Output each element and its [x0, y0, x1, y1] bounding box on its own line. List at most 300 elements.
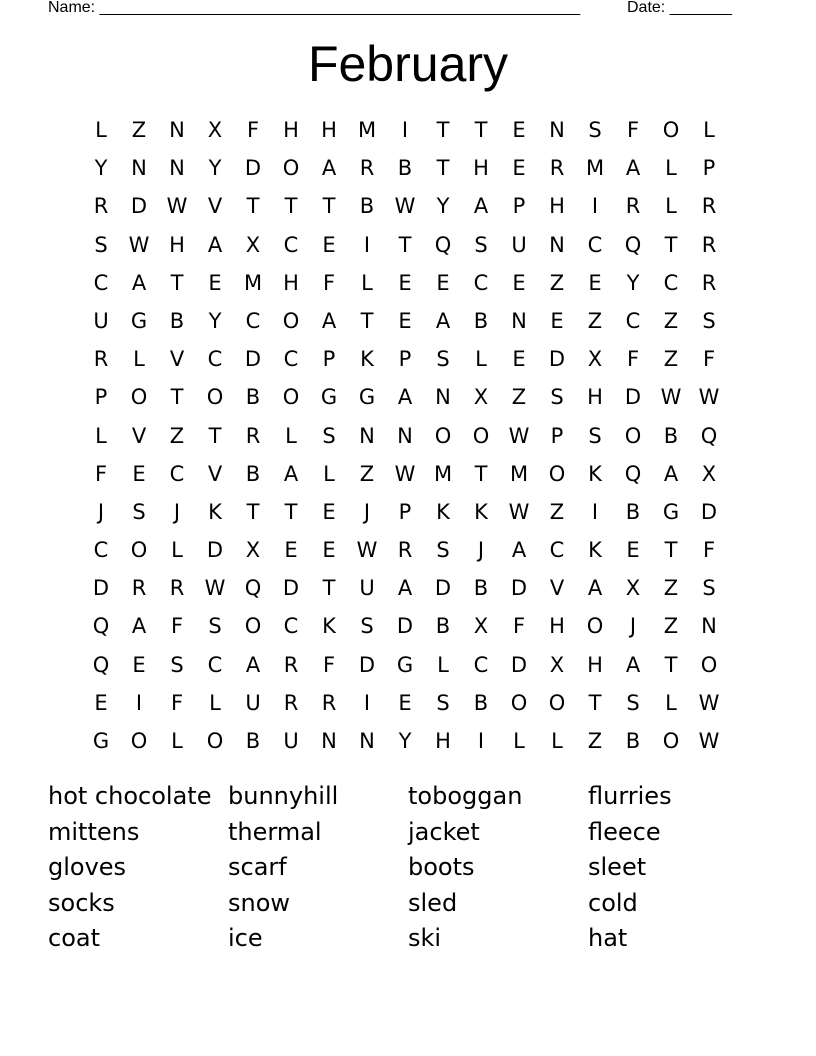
grid-letter: G [358, 385, 376, 410]
grid-letter: H [283, 118, 299, 142]
grid-letter: A [283, 461, 299, 486]
grid-letter: M [509, 461, 529, 486]
word-list-item: scarf [228, 853, 287, 882]
grid-letter: O [472, 423, 490, 448]
grid-letter: W [128, 232, 150, 257]
grid-letter: A [397, 576, 413, 601]
grid-letter: O [548, 461, 566, 486]
grid-letter: N [511, 308, 527, 333]
word-list-item: ice [228, 924, 263, 953]
grid-letter: D [358, 652, 376, 677]
grid-letter: L [703, 118, 715, 142]
grid-letter: B [625, 499, 641, 524]
grid-letter: O [700, 652, 718, 677]
grid-letter: O [244, 614, 262, 639]
grid-row [82, 302, 728, 340]
grid-letter: F [512, 614, 526, 639]
grid-letter: E [132, 461, 146, 486]
grid-letter: D [92, 576, 110, 601]
grid-letter: F [170, 690, 184, 715]
grid-row [82, 531, 728, 569]
grid-letter: Y [398, 729, 412, 753]
grid-letter: Z [663, 614, 679, 639]
word-list-item: hot chocolate [48, 782, 212, 810]
grid-letter: W [698, 729, 720, 753]
grid-letter: G [662, 499, 680, 524]
grid-letter: S [474, 232, 488, 257]
grid-letter: U [511, 232, 527, 257]
grid-letter: C [93, 538, 109, 563]
grid-letter: H [587, 652, 603, 677]
grid-letter: R [359, 156, 375, 181]
grid-letter: L [475, 347, 487, 372]
grid-letter: T [284, 499, 298, 524]
grid-letter: W [508, 499, 530, 524]
grid-letter: B [359, 194, 375, 219]
grid-letter: Q [244, 576, 262, 601]
grid-letter: X [549, 652, 565, 677]
grid-letter: A [587, 576, 603, 601]
grid-letter: Z [549, 499, 565, 524]
grid-letter: V [207, 461, 223, 486]
grid-letter: P [94, 385, 108, 410]
grid-letter: B [473, 690, 489, 715]
word-list-item: cold [588, 888, 638, 917]
grid-letter: L [323, 461, 335, 486]
grid-letter: B [663, 423, 679, 448]
grid-row [82, 149, 728, 187]
grid-letter: D [130, 194, 148, 219]
grid-letter: P [550, 423, 564, 448]
grid-letter: M [243, 270, 263, 295]
word-list-item: toboggan [408, 782, 523, 810]
grid-letter: F [94, 461, 108, 486]
grid-letter: A [131, 614, 147, 639]
grid-letter: L [665, 156, 677, 181]
grid-letter: H [321, 118, 337, 142]
grid-letter: I [401, 118, 409, 142]
grid-letter: F [322, 270, 336, 295]
grid-letter: H [549, 614, 565, 639]
grid-letter: T [208, 423, 222, 448]
grid-letter: C [169, 461, 185, 486]
grid-letter: F [702, 538, 716, 563]
grid-letter: M [585, 156, 605, 181]
grid-letter: D [206, 538, 224, 563]
grid-letter: C [663, 270, 679, 295]
grid-letter: X [587, 347, 603, 372]
grid-letter: W [698, 690, 720, 715]
grid-letter: O [510, 690, 528, 715]
grid-letter: D [510, 576, 528, 601]
grid-letter: T [284, 194, 298, 219]
grid-letter: L [513, 729, 525, 753]
grid-letter: A [625, 156, 641, 181]
grid-row [82, 607, 728, 645]
grid-letter: C [283, 347, 299, 372]
grid-letter: E [322, 538, 336, 563]
grid-letter: F [170, 614, 184, 639]
grid-letter: T [170, 385, 184, 410]
grid-letter: K [588, 538, 602, 563]
grid-letter: E [208, 270, 222, 295]
grid-letter: X [245, 538, 261, 563]
grid-letter: K [474, 499, 488, 524]
grid-letter: H [169, 232, 185, 257]
grid-letter: E [398, 690, 412, 715]
word-list-item: flurries [588, 782, 672, 810]
grid-letter: Z [169, 423, 185, 448]
grid-letter: O [206, 729, 224, 753]
word-list-item: ski [408, 924, 442, 953]
grid-letter: Z [663, 576, 679, 601]
grid-letter: L [95, 118, 107, 142]
grid-letter: A [435, 308, 451, 333]
grid-letter: A [321, 308, 337, 333]
grid-letter: X [207, 118, 223, 142]
grid-letter: J [173, 499, 181, 524]
grid-letter: E [398, 270, 412, 295]
word-list-item: fleece [588, 817, 661, 846]
grid-letter: R [169, 576, 185, 601]
grid-letter: H [435, 729, 451, 753]
grid-row [82, 493, 728, 531]
grid-letter: Y [208, 308, 222, 333]
grid-letter: K [360, 347, 374, 372]
grid-letter: F [702, 347, 716, 372]
grid-letter: A [207, 232, 223, 257]
grid-letter: K [588, 461, 602, 486]
grid-letter: S [588, 118, 602, 142]
grid-letter: G [396, 652, 414, 677]
grid-letter: J [363, 499, 371, 524]
word-list-item: gloves [48, 853, 127, 882]
grid-letter: R [131, 576, 147, 601]
grid-letter: N [359, 423, 375, 448]
grid-letter: I [591, 194, 599, 219]
grid-letter: S [626, 690, 640, 715]
grid-letter: L [551, 729, 563, 753]
grid-letter: A [663, 461, 679, 486]
grid-letter: D [244, 156, 262, 181]
grid-letter: S [360, 614, 374, 639]
word-list-item: sleet [588, 853, 647, 882]
grid-letter: T [322, 576, 336, 601]
grid-letter: K [322, 614, 336, 639]
grid-letter: E [626, 538, 640, 563]
grid-letter: L [437, 652, 449, 677]
grid-letter: E [322, 499, 336, 524]
grid-letter: V [207, 194, 223, 219]
grid-letter: W [166, 194, 188, 219]
grid-letter: I [591, 499, 599, 524]
grid-letter: Q [92, 614, 110, 639]
grid-letter: R [549, 156, 565, 181]
grid-letter: Z [131, 118, 147, 142]
grid-letter: N [549, 232, 565, 257]
grid-letter: N [169, 118, 185, 142]
word-list-item: socks [48, 888, 115, 917]
grid-letter: D [396, 614, 414, 639]
grid-letter: Q [624, 461, 642, 486]
grid-letter: E [94, 690, 108, 715]
grid-letter: T [664, 232, 678, 257]
grid-letter: H [473, 156, 489, 181]
grid-letter: L [285, 423, 297, 448]
grid-letter: Z [663, 347, 679, 372]
grid-letter: V [131, 423, 147, 448]
grid-row [82, 646, 728, 684]
grid-letter: D [244, 347, 262, 372]
grid-letter: O [662, 118, 680, 142]
grid-letter: H [283, 270, 299, 295]
word-list-item: mittens [48, 817, 140, 846]
grid-letter: F [322, 652, 336, 677]
grid-row [82, 569, 728, 607]
grid-letter: E [398, 308, 412, 333]
grid-letter: C [587, 232, 603, 257]
grid-letter: U [359, 576, 375, 601]
word-list [48, 779, 768, 957]
grid-letter: P [398, 499, 412, 524]
grid-letter: T [246, 499, 260, 524]
grid-letter: E [588, 270, 602, 295]
grid-letter: W [698, 385, 720, 410]
grid-letter: Q [624, 232, 642, 257]
grid-letter: S [436, 347, 450, 372]
grid-letter: E [132, 652, 146, 677]
grid-letter: O [206, 385, 224, 410]
grid-letter: C [473, 270, 489, 295]
grid-letter: T [664, 538, 678, 563]
grid-letter: R [93, 194, 109, 219]
grid-letter: H [587, 385, 603, 410]
grid-letter: S [436, 690, 450, 715]
grid-letter: N [701, 614, 717, 639]
grid-letter: A [397, 385, 413, 410]
grid-letter: E [436, 270, 450, 295]
grid-letter: H [549, 194, 565, 219]
grid-letter: W [394, 461, 416, 486]
grid-letter: X [625, 576, 641, 601]
grid-letter: A [131, 270, 147, 295]
grid-letter: O [130, 385, 148, 410]
grid-letter: S [132, 499, 146, 524]
grid-letter: I [135, 690, 143, 715]
grid-row [82, 722, 728, 760]
grid-letter: C [93, 270, 109, 295]
grid-letter: B [245, 461, 261, 486]
grid-letter: C [625, 308, 641, 333]
grid-letter: T [246, 194, 260, 219]
grid-letter: M [357, 118, 377, 142]
word-list-item: bunnyhill [228, 782, 339, 810]
word-list-item: boots [408, 853, 475, 882]
date-field-line: Date: _______ [627, 0, 732, 16]
grid-letter: W [508, 423, 530, 448]
grid-row [82, 187, 728, 225]
grid-letter: A [473, 194, 489, 219]
grid-letter: C [283, 232, 299, 257]
grid-letter: Z [663, 308, 679, 333]
grid-letter: N [359, 729, 375, 753]
grid-letter: N [397, 423, 413, 448]
grid-letter: O [282, 385, 300, 410]
grid-letter: B [473, 576, 489, 601]
grid-letter: Z [549, 270, 565, 295]
grid-letter: G [320, 385, 338, 410]
grid-letter: O [130, 538, 148, 563]
grid-letter: T [170, 270, 184, 295]
grid-letter: J [477, 538, 485, 563]
word-list-item: jacket [408, 817, 480, 846]
grid-row [82, 340, 728, 378]
grid-letter: M [433, 461, 453, 486]
grid-letter: U [283, 729, 299, 753]
grid-letter: B [245, 385, 261, 410]
grid-letter: P [702, 156, 716, 181]
grid-letter: P [322, 347, 336, 372]
grid-letter: Y [436, 194, 450, 219]
grid-letter: C [207, 652, 223, 677]
grid-letter: X [473, 614, 489, 639]
grid-letter: R [283, 690, 299, 715]
grid-letter: I [477, 729, 485, 753]
grid-letter: T [436, 156, 450, 181]
grid-letter: N [435, 385, 451, 410]
grid-letter: S [702, 308, 716, 333]
grid-letter: A [321, 156, 337, 181]
grid-letter: N [549, 118, 565, 142]
grid-letter: E [284, 538, 298, 563]
grid-letter: R [701, 194, 717, 219]
grid-letter: I [363, 232, 371, 257]
word-list-item: coat [48, 924, 100, 953]
grid-letter: C [549, 538, 565, 563]
grid-letter: E [512, 347, 526, 372]
grid-letter: Z [587, 729, 603, 753]
grid-letter: Q [434, 232, 452, 257]
grid-letter: R [397, 538, 413, 563]
grid-letter: I [363, 690, 371, 715]
grid-letter: L [95, 423, 107, 448]
grid-letter: S [208, 614, 222, 639]
grid-letter: T [322, 194, 336, 219]
grid-letter: S [550, 385, 564, 410]
grid-letter: G [130, 308, 148, 333]
grid-letter: A [511, 538, 527, 563]
grid-letter: T [474, 118, 488, 142]
word-list-item: sled [408, 888, 458, 917]
grid-row [82, 455, 728, 493]
grid-letter: B [625, 729, 641, 753]
grid-letter: B [397, 156, 413, 181]
grid-letter: J [97, 499, 105, 524]
grid-letter: O [282, 156, 300, 181]
grid-letter: F [626, 347, 640, 372]
word-search-grid [82, 111, 728, 760]
grid-letter: V [169, 347, 185, 372]
grid-letter: U [245, 690, 261, 715]
grid-letter: L [209, 690, 221, 715]
grid-letter: A [625, 652, 641, 677]
grid-letter: C [283, 614, 299, 639]
grid-letter: D [282, 576, 300, 601]
grid-letter: L [171, 729, 183, 753]
word-list-item: thermal [228, 817, 322, 846]
grid-letter: Q [700, 423, 718, 448]
grid-letter: S [702, 576, 716, 601]
grid-letter: N [169, 156, 185, 181]
grid-letter: N [321, 729, 337, 753]
grid-letter: W [204, 576, 226, 601]
word-list-item: hat [588, 924, 628, 953]
grid-row [82, 417, 728, 455]
grid-letter: Z [511, 385, 527, 410]
grid-letter: X [245, 232, 261, 257]
grid-letter: T [588, 690, 602, 715]
grid-row [82, 378, 728, 416]
grid-letter: Y [94, 156, 108, 181]
grid-letter: C [245, 308, 261, 333]
grid-letter: R [701, 232, 717, 257]
grid-letter: P [512, 194, 526, 219]
grid-letter: B [169, 308, 185, 333]
page-title: February [307, 36, 509, 92]
grid-letter: B [245, 729, 261, 753]
grid-letter: L [133, 347, 145, 372]
grid-letter: Y [208, 156, 222, 181]
grid-letter: S [436, 538, 450, 563]
grid-letter: Y [626, 270, 640, 295]
grid-letter: F [246, 118, 260, 142]
grid-letter: U [93, 308, 109, 333]
grid-letter: J [629, 614, 637, 639]
grid-letter: Z [359, 461, 375, 486]
grid-letter: D [434, 576, 452, 601]
grid-letter: T [436, 118, 450, 142]
grid-letter: X [701, 461, 717, 486]
grid-letter: T [398, 232, 412, 257]
grid-letter: W [356, 538, 378, 563]
grid-row [82, 226, 728, 264]
grid-letter: L [665, 194, 677, 219]
grid-letter: L [361, 270, 373, 295]
grid-letter: L [171, 538, 183, 563]
grid-letter: R [93, 347, 109, 372]
grid-letter: O [130, 729, 148, 753]
grid-letter: D [700, 499, 718, 524]
grid-letter: R [701, 270, 717, 295]
grid-letter: R [245, 423, 261, 448]
grid-letter: E [322, 232, 336, 257]
grid-letter: K [208, 499, 222, 524]
grid-letter: D [624, 385, 642, 410]
grid-letter: S [170, 652, 184, 677]
grid-letter: L [665, 690, 677, 715]
grid-letter: K [436, 499, 450, 524]
grid-letter: B [473, 308, 489, 333]
grid-row [82, 684, 728, 722]
grid-letter: X [473, 385, 489, 410]
grid-letter: C [207, 347, 223, 372]
grid-letter: E [512, 118, 526, 142]
grid-letter: D [510, 652, 528, 677]
grid-letter: O [662, 729, 680, 753]
grid-letter: R [321, 690, 337, 715]
grid-letter: R [625, 194, 641, 219]
grid-letter: E [512, 270, 526, 295]
